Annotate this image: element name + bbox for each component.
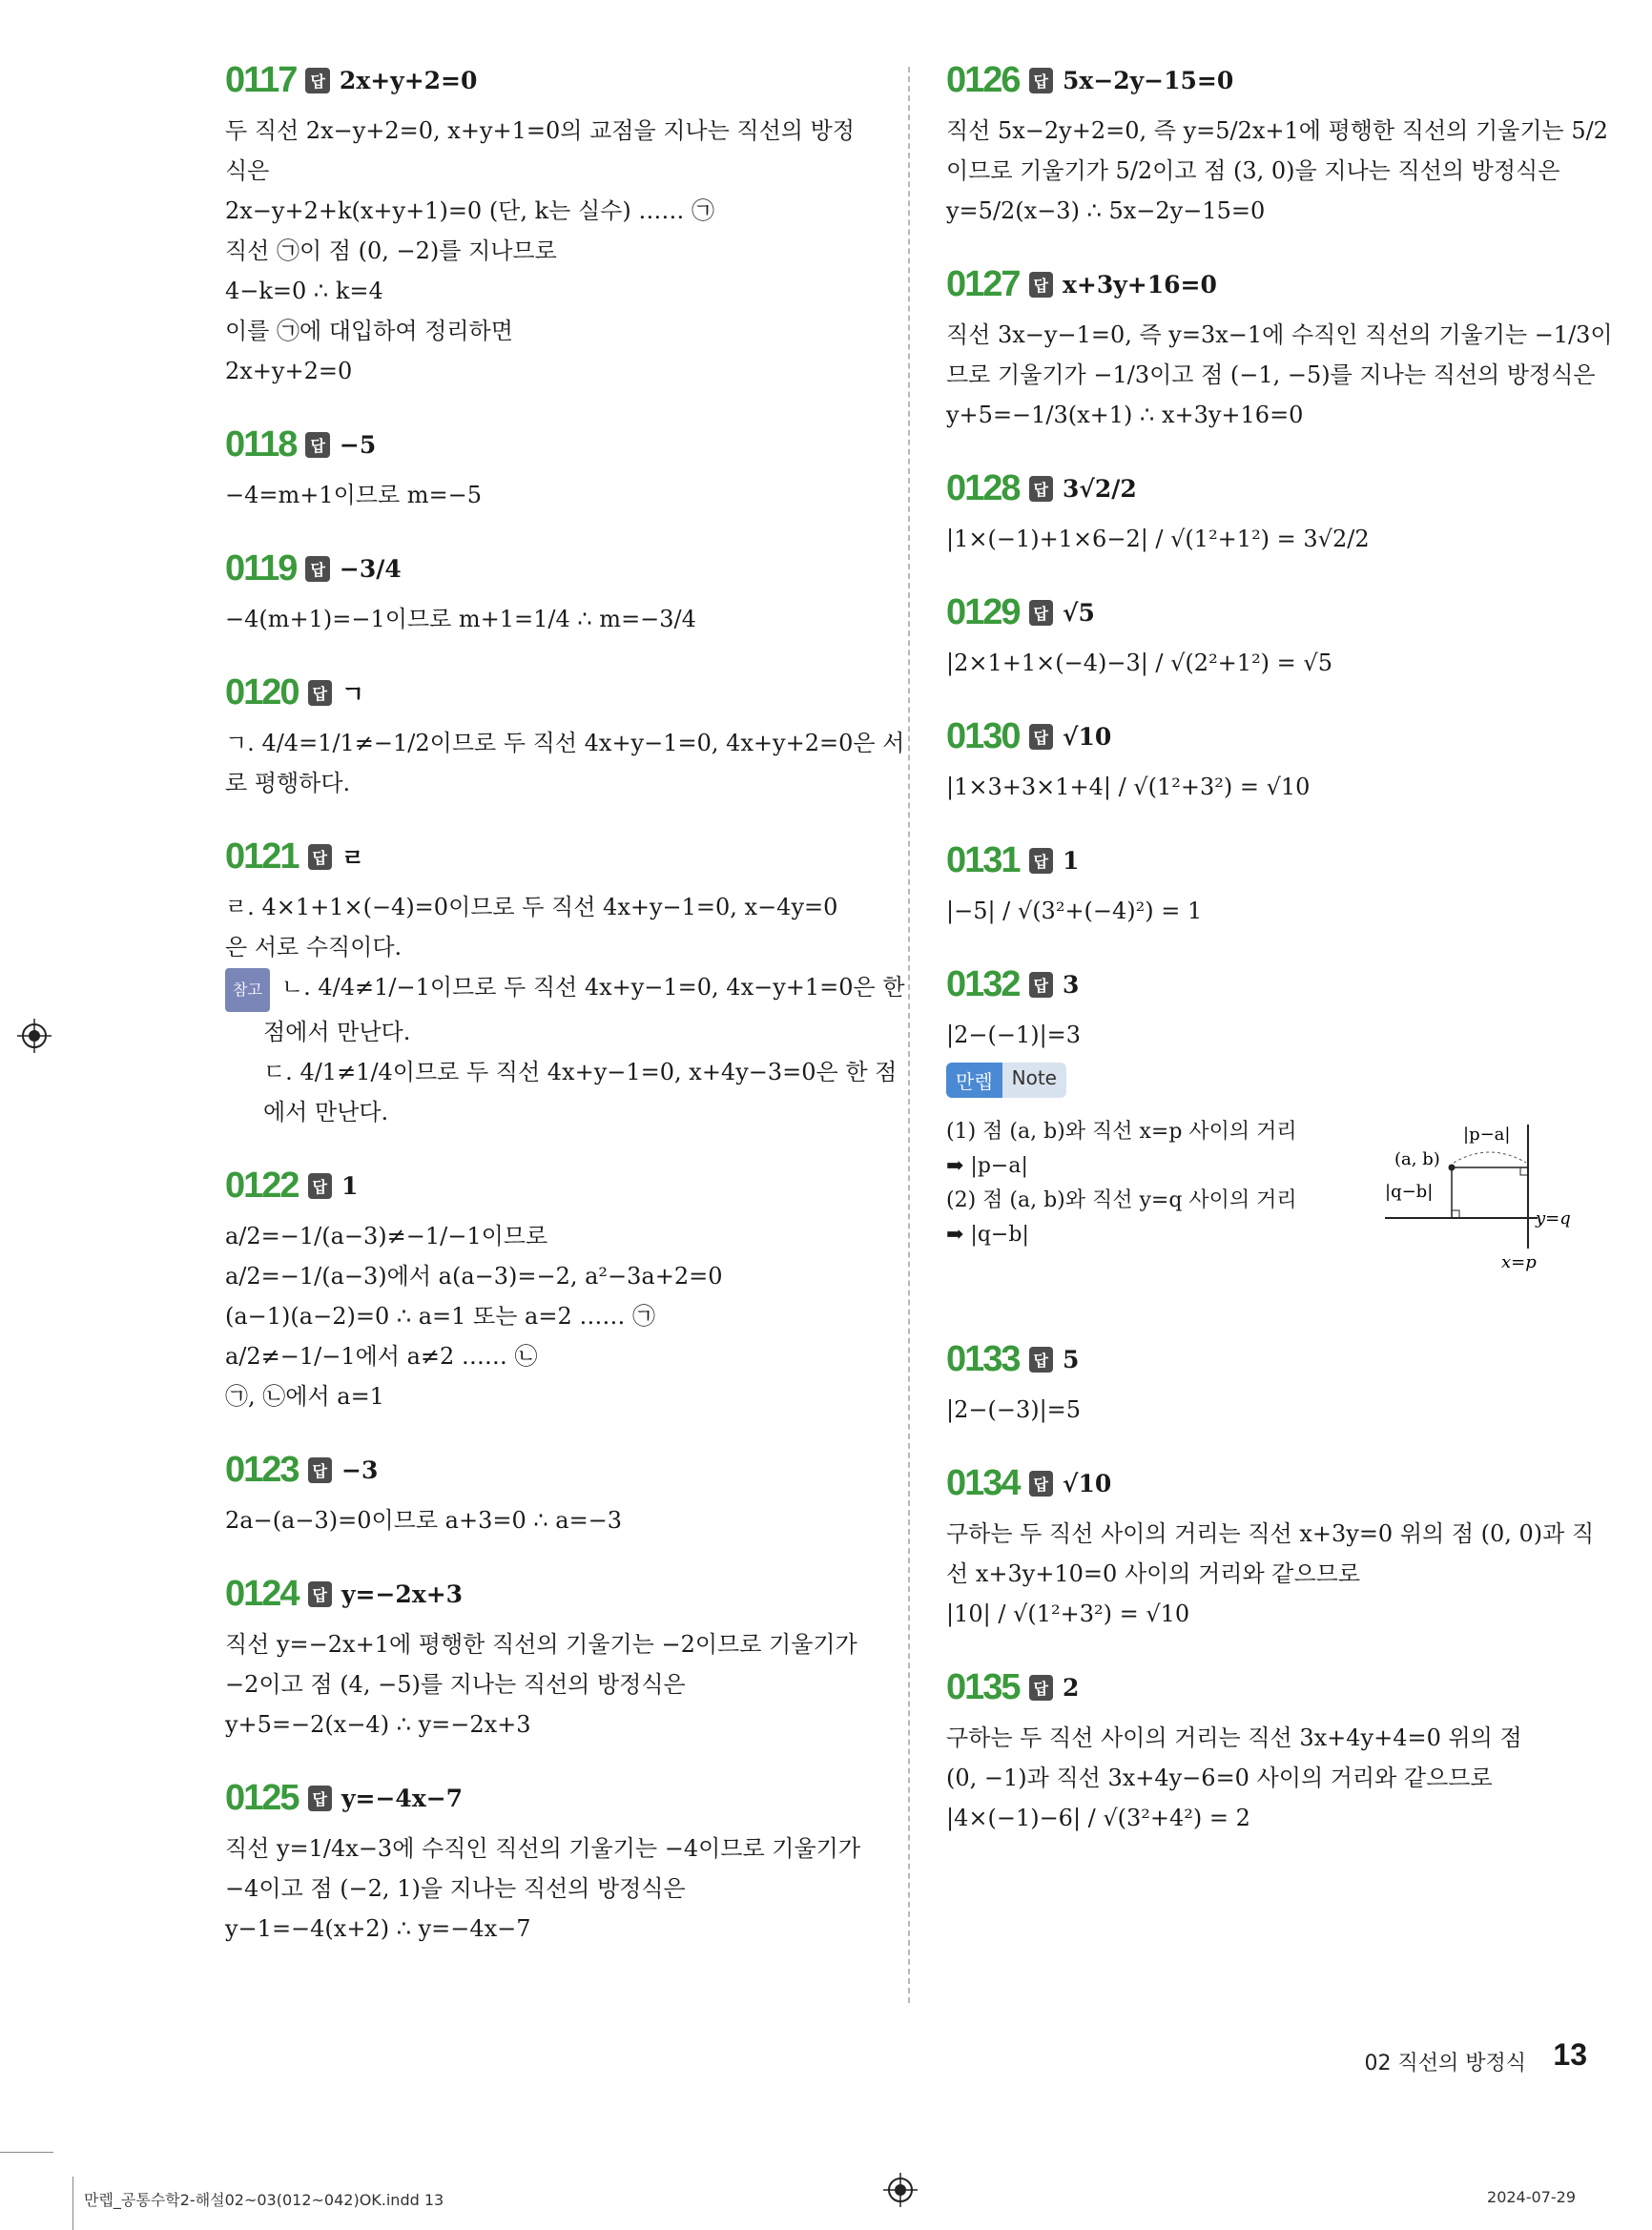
solution-line: 직선 y=−2x+1에 평행한 직선의 기울기는 −2이므로 기울기가 (225, 1631, 857, 1658)
answer: 1 (1063, 846, 1080, 875)
solution-line: ㄹ. 4×1+1×(−4)=0이므로 두 직선 4x+y−1=0, x−4y=0 (225, 894, 838, 920)
solution-line: a/2≠−1/−1에서 a≠2 …… ㉡ (225, 1343, 538, 1370)
solution-line: 2x−y+2+k(x+y+1)=0 (단, k는 실수) …… ㉠ (225, 197, 714, 224)
problem-number: 0130 (946, 715, 1020, 756)
problem-0129 (946, 591, 1604, 683)
problem-0122 (225, 1165, 874, 1416)
answer-badge: 답 (1029, 476, 1053, 502)
solution-line: −4이고 점 (−2, 1)을 지나는 직선의 방정식은 (225, 1875, 686, 1902)
solution-line: 식은 (225, 157, 270, 184)
problem-number: 0121 (225, 836, 299, 877)
problem-0117 (225, 59, 874, 391)
problem-0133 (946, 1338, 1604, 1430)
solution-line: a/2=−1/(a−3)에서 a(a−3)=−2, a²−3a+2=0 (225, 1263, 723, 1290)
answer-badge: 답 (1029, 1471, 1053, 1497)
note-line: (1) 점 (a, b)와 직선 x=p 사이의 거리 (946, 1120, 1297, 1144)
reference-text: 에서 만난다. (263, 1099, 389, 1125)
solution-line: 직선 ㉠이 점 (0, −2)를 지나므로 (225, 237, 557, 264)
answer: 5x−2y−15=0 (1063, 66, 1234, 94)
reference-text: ㄷ. 4/1≠1/4이므로 두 직선 4x+y−1=0, x+4y−3=0은 한 점 (263, 1059, 898, 1085)
problem-number: 0122 (225, 1165, 299, 1206)
answer-badge: 답 (1029, 724, 1053, 750)
solution-line: |1×3+3×1+4| / √(1²+3²) = √10 (946, 774, 1311, 800)
solution-line: 두 직선 2x−y+2=0, x+y+1=0의 교점을 지나는 직선의 방정 (225, 117, 855, 144)
problem-number: 0123 (225, 1449, 299, 1490)
point-marker (1449, 1165, 1456, 1171)
problem-0126 (946, 59, 1608, 231)
answer: −3/4 (339, 554, 402, 583)
problem-0135 (946, 1666, 1604, 1838)
problem-number: 0118 (225, 423, 297, 465)
problem-number: 0133 (946, 1338, 1020, 1379)
problem-0131 (946, 839, 1604, 931)
problem-number: 0135 (946, 1666, 1020, 1707)
answer-badge: 답 (1029, 848, 1053, 874)
answer: y=−4x−7 (341, 1784, 464, 1812)
answer-badge: 답 (308, 1786, 332, 1811)
right-column (946, 59, 1613, 1870)
problem-0123 (225, 1449, 874, 1540)
solution-line: |4×(−1)−6| / √(3²+4²) = 2 (946, 1805, 1250, 1831)
answer: −3 (341, 1456, 379, 1484)
dashed-arc (1454, 1152, 1526, 1163)
solution-line: 2a−(a−3)=0이므로 a+3=0 ∴ a=−3 (225, 1507, 623, 1534)
solution-line: 므로 기울기가 −1/3이고 점 (−1, −5)를 지나는 직선의 방정식은 (946, 361, 1596, 388)
registration-mark-icon (17, 1019, 52, 1053)
solution-line: ㉠, ㉡에서 a=1 (225, 1383, 384, 1410)
answer-badge: 답 (1029, 972, 1053, 998)
reference-text: 점에서 만난다. (263, 1019, 411, 1045)
problem-0121 (225, 836, 905, 1132)
note-box (946, 1115, 1604, 1306)
answer-badge: 답 (1029, 600, 1053, 626)
answer: −5 (339, 430, 377, 459)
answer: y=−2x+3 (341, 1580, 464, 1608)
note-line: ➡ |q−b| (946, 1223, 1029, 1247)
solution-line: |2−(−1)|=3 (946, 1022, 1082, 1048)
solution-line: (0, −1)과 직선 3x+4y−6=0 사이의 거리와 같으므로 (946, 1765, 1493, 1791)
answer: 3 (1063, 970, 1080, 999)
solution-line: −4=m+1이므로 m=−5 (225, 482, 483, 508)
problem-0120 (225, 671, 905, 803)
answer: 5 (1063, 1345, 1080, 1373)
solution-line: (a−1)(a−2)=0 ∴ a=1 또는 a=2 …… ㉠ (225, 1303, 655, 1330)
problem-number: 0119 (225, 547, 297, 588)
solution-line: 직선 5x−2y+2=0, 즉 y=5/2x+1에 평행한 직선의 기울기는 5/2 (946, 117, 1608, 144)
solution-line: 선 x+3y+10=0 사이의 거리와 같으므로 (946, 1560, 1361, 1587)
note-line: ➡ |p−a| (946, 1154, 1028, 1178)
solution-line: |2−(−3)|=5 (946, 1396, 1082, 1423)
distance-diagram (1385, 1115, 1595, 1277)
answer-badge: 답 (305, 432, 329, 458)
answer: 1 (341, 1171, 359, 1200)
problem-number: 0124 (225, 1573, 299, 1614)
problem-0130 (946, 715, 1604, 807)
problem-0119 (225, 547, 874, 639)
answer: 2 (1063, 1673, 1080, 1702)
answer-badge: 답 (305, 68, 329, 93)
answer-badge: 답 (305, 556, 329, 582)
problem-0127 (946, 263, 1613, 435)
answer-badge: 답 (1029, 68, 1053, 93)
solution-line: 직선 y=1/4x−3에 수직인 직선의 기울기는 −4이므로 기울기가 (225, 1835, 861, 1862)
solution-line: 은 서로 수직이다. (225, 934, 403, 960)
answer: √5 (1063, 598, 1095, 627)
problem-number: 0117 (225, 59, 297, 100)
problem-number: 0126 (946, 59, 1020, 100)
label-vertical-distance: |q−b| (1385, 1182, 1434, 1202)
label-y-q: y=q (1536, 1208, 1571, 1229)
right-angle-mark (1452, 1210, 1459, 1218)
solution-line: 직선 3x−y−1=0, 즉 y=3x−1에 수직인 직선의 기울기는 −1/3이 (946, 321, 1613, 348)
problem-number: 0128 (946, 467, 1020, 508)
column-divider (908, 67, 910, 2003)
page-number: 13 (1553, 2037, 1587, 2072)
answer: √10 (1063, 1469, 1112, 1497)
solution-line: y−1=−4(x+2) ∴ y=−4x−7 (225, 1915, 531, 1942)
solution-line: 구하는 두 직선 사이의 거리는 직선 x+3y=0 위의 점 (0, 0)과 직 (946, 1520, 1595, 1547)
answer: 2x+y+2=0 (339, 66, 478, 94)
solution-line: 이므로 기울기가 5/2이고 점 (3, 0)을 지나는 직선의 방정식은 (946, 157, 1560, 184)
label-point: (a, b) (1394, 1149, 1440, 1169)
note-tag-label: Note (1002, 1063, 1066, 1098)
answer-badge: 답 (308, 1457, 332, 1483)
chapter-title: 02 직선의 방정식 (1364, 2052, 1526, 2075)
solution-line: y+5=−2(x−4) ∴ y=−2x+3 (225, 1711, 531, 1738)
answer-badge: 답 (1029, 1347, 1053, 1373)
answer-badge: 답 (308, 680, 332, 706)
crop-mark (0, 2152, 53, 2153)
answer: x+3y+16=0 (1063, 270, 1217, 299)
problem-0118 (225, 423, 874, 515)
solution-line: |2×1+1×(−4)−3| / √(2²+1²) = √5 (946, 650, 1332, 676)
label-x-p: x=p (1501, 1252, 1537, 1272)
answer-badge: 답 (1029, 1675, 1053, 1701)
problem-0132 (946, 963, 1604, 1306)
note-tag (946, 1063, 1066, 1098)
solution-line: −4(m+1)=−1이므로 m+1=1/4 ∴ m=−3/4 (225, 606, 696, 632)
left-column (225, 59, 905, 1981)
crop-mark (72, 2177, 73, 2230)
problem-number: 0125 (225, 1777, 299, 1818)
solution-line: |1×(−1)+1×6−2| / √(1²+1²) = 3√2/2 (946, 526, 1370, 552)
solution-line: −2이고 점 (4, −5)를 지나는 직선의 방정식은 (225, 1671, 686, 1698)
problem-number: 0131 (946, 839, 1020, 880)
solution-line: 이를 ㉠에 대입하여 정리하면 (225, 318, 513, 344)
registration-mark-icon (883, 2173, 918, 2207)
answer-badge: 답 (308, 1173, 332, 1199)
solution-line: 로 평행하다. (225, 770, 351, 796)
answer: ㄹ (341, 844, 365, 872)
reference-line (225, 967, 905, 1012)
solution-line: 4−k=0 ∴ k=4 (225, 278, 383, 304)
reference-text: ㄴ. 4/4≠1/−1이므로 두 직선 4x+y−1=0, 4x−y+1=0은 한 (280, 974, 905, 1001)
problem-number: 0132 (946, 963, 1020, 1004)
print-date: 2024-07-29 (1487, 2188, 1576, 2206)
answer-badge: 답 (1029, 272, 1053, 298)
solution-line: y=5/2(x−3) ∴ 5x−2y−15=0 (946, 197, 1266, 224)
solution-line: ㄱ. 4/4=1/1≠−1/2이므로 두 직선 4x+y−1=0, 4x+y+2=0은 서 (225, 730, 905, 756)
problem-number: 0129 (946, 591, 1020, 632)
problem-number: 0127 (946, 263, 1020, 304)
problem-0125 (225, 1777, 874, 1949)
answer: ㄱ (341, 680, 365, 708)
solution-line: 구하는 두 직선 사이의 거리는 직선 3x+4y+4=0 위의 점 (946, 1724, 1522, 1751)
problem-number: 0134 (946, 1462, 1020, 1503)
solution-line: |−5| / √(3²+(−4)²) = 1 (946, 898, 1203, 924)
answer: 3√2/2 (1063, 474, 1137, 503)
reference-tag: 참고 (225, 968, 270, 1012)
label-horizontal-distance: |p−a| (1463, 1125, 1511, 1145)
solution-line: |10| / √(1²+3²) = √10 (946, 1600, 1190, 1627)
problem-number: 0120 (225, 671, 299, 712)
problem-0134 (946, 1462, 1604, 1634)
answer-badge: 답 (308, 844, 332, 870)
answer: √10 (1063, 722, 1112, 751)
file-slug: 만렙_공통수학2-해설02~03(012~042)OK.indd 13 (84, 2191, 444, 2209)
answer-badge: 답 (308, 1581, 332, 1607)
note-tag-brand: 만렙 (946, 1063, 1002, 1098)
note-line: (2) 점 (a, b)와 직선 y=q 사이의 거리 (946, 1188, 1297, 1212)
problem-0124 (225, 1573, 874, 1745)
problem-0128 (946, 467, 1604, 559)
solution-line: y+5=−1/3(x+1) ∴ x+3y+16=0 (946, 402, 1304, 428)
solution-line: 2x+y+2=0 (225, 358, 353, 384)
solution-line: a/2=−1/(a−3)≠−1/−1이므로 (225, 1223, 548, 1249)
right-angle-mark (1520, 1167, 1528, 1175)
